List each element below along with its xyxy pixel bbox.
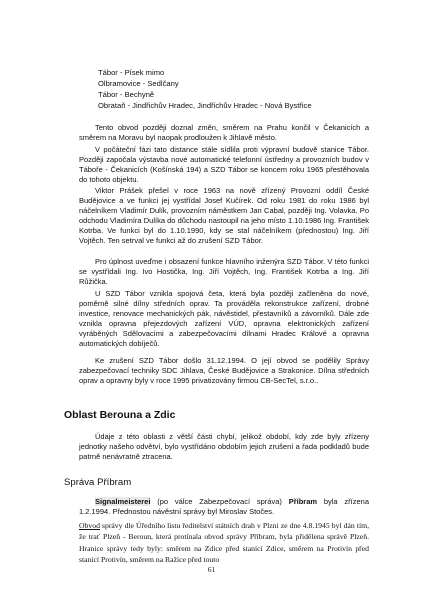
route-line: Olbramovice - Sedlčany bbox=[98, 79, 179, 88]
paragraph-text: V počáteční fázi tato distance stále sídlila proti výpravní budově stanice Tábor. Později započala výstavba nové automatické telefonní ústředny a provozních budov v Táboře - Čekanicích (Košínská 194) a SZD Tábor se koncem roku 1965 přestěhovala do tohoto objektu. bbox=[79, 145, 369, 185]
route-line: Tábor - Písek mimo bbox=[98, 68, 165, 77]
bold-term: Signalmeisterei bbox=[95, 497, 151, 506]
paragraph bbox=[79, 356, 369, 386]
page-number: 61 bbox=[207, 565, 216, 574]
paragraph bbox=[79, 432, 369, 462]
paragraph-text: Ke zrušení SZD Tábor došlo 31.12.1994. O její obvod se podělily Správy zabezpečovací techniky SDC Jihlava, České Budějovice a Strakonice. Dílna středních oprav a opravny byly v roce 1995 privatizovány firmou CB-SecTel, s.r.o.. bbox=[79, 356, 369, 386]
paragraph bbox=[79, 497, 369, 517]
route-line: Obrataň - Jindřichův Hradec, Jindřichův Hradec - Nová Bystřice bbox=[98, 101, 312, 110]
paragraph bbox=[79, 186, 369, 247]
paragraph bbox=[79, 257, 369, 287]
paragraph-text: U SZD Tábor vznikla spojová četa, která byla později začleněna do nové, poměrně silné dílny středních oprav. Ta prováděla rekonstrukce zařízení, drobné investice, renovace mechanických pák, návěstidel, přestavníků a závorníků. Dále zde vznikla opravna přejezdových zařízení VÚD, opravna elektronických zařízení vyráběných Sdělovacími a zabezpečovacími dílnami Hradec Králové a opravna automatických dobíječů. bbox=[79, 289, 369, 349]
route-line: Tábor - Bechyně bbox=[98, 90, 155, 99]
bold-term: Příbram bbox=[288, 497, 318, 506]
underlined-word: Obvod bbox=[79, 521, 100, 530]
paragraph-serif bbox=[79, 520, 369, 565]
paragraph bbox=[79, 123, 369, 143]
paragraph-text: správy dle Úředního listu ředitelství státních drah v Plzni ze dne 4.8.1945 byl dán tím, že trať Plzeň - Beroun, která protínala obvod správy Příbram, byla přidělena správě Plzeň. Hranice správy tedy byly: směrem na Zdice před stanicí Zdice, směrem na Protivín před stanicí Protivín, směrem na Ražice před touto bbox=[79, 521, 369, 564]
paragraph-text: Tento obvod později doznal změn, směrem na Prahu končil v Čekanicích a směrem na Moravu byl naopak prodloužen k Jihlavě město. bbox=[79, 123, 369, 143]
paragraph-text: (po válce Zabezpečovací správa) bbox=[150, 497, 289, 506]
paragraph bbox=[79, 289, 369, 350]
section-heading-berouna: Oblast Berouna a Zdic bbox=[64, 409, 176, 421]
paragraph-text: byla zřízena 1.2.1994. Přednostou návěstní správy byl Miroslav Stočes. bbox=[79, 497, 370, 517]
section-heading-pribram: Správa Příbram bbox=[64, 477, 132, 488]
paragraph bbox=[79, 145, 369, 185]
paragraph-text: Údaje z této oblasti z větší části chybí, jelikož období, kdy zde byly zřízeny jednotky našeho odvětví, bylo vystřídáno obdobím jejich zrušení a řada podkladů bude patrně nenávratně ztracena. bbox=[79, 432, 369, 462]
paragraph-text: Pro úplnost uveďme i obsazení funkce hlavního inženýra SZD Tábor. V této funkci se vystřídali Ing. Ivo Hostička, Ing. Jiří Vojtěch, Ing. František Kotrba a Ing. Jiří Růžička. bbox=[79, 257, 369, 287]
paragraph-text: Viktor Prášek přešel v roce 1963 na nově zřízený Provozní oddíl České Budějovice a ve funkci jej vystřídal Josef Kučírek. Od roku 1981 do roku 1986 byl náčelníkem Vladimír Dulík, provozním náměstkem Jan Cabal, později Ing. Volavka. Po odchodu Vladimíra Dulíka do důchodu nastoupil na jeho místo 1.10.1986 Ing. František Kotrba. Ve funkci byl do 1.10.1990, kdy se stal náčelníkem (přednostou) Ing. Jiří Vojtěch. Ten setrval ve funkci až do zrušení SZD Tábor. bbox=[79, 186, 369, 246]
